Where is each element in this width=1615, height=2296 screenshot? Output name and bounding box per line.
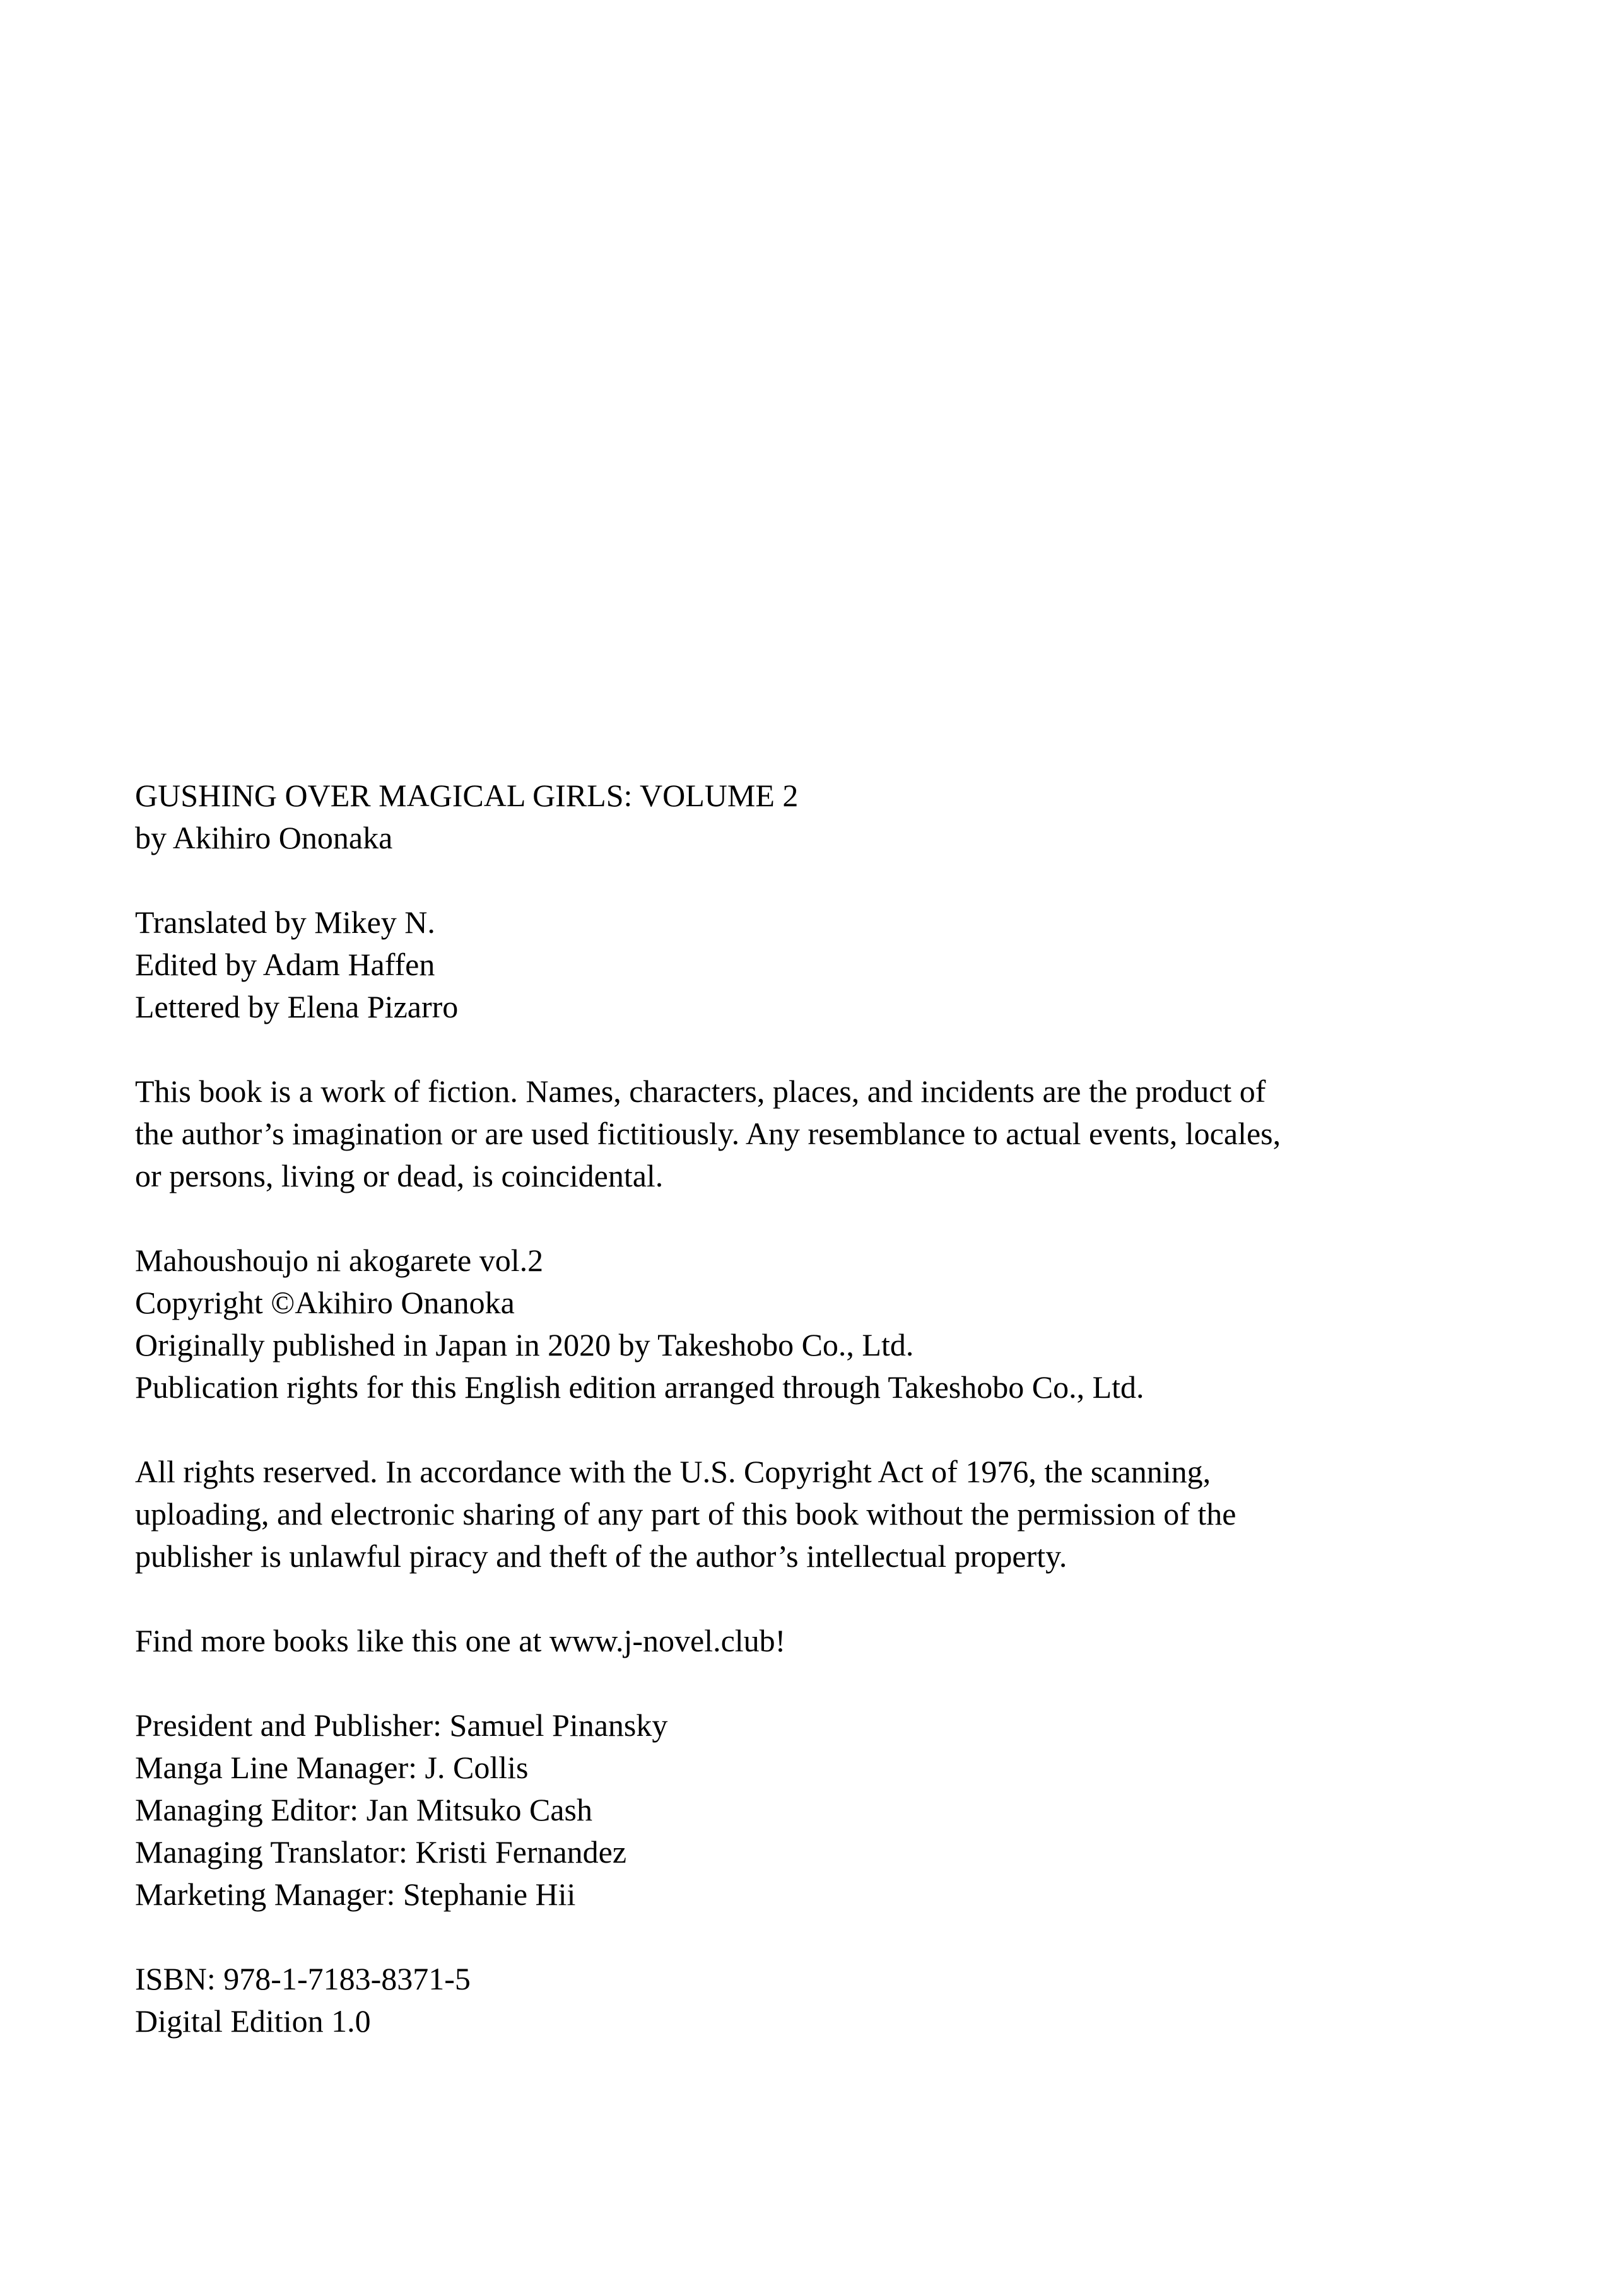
staff-credits [135,1704,1573,1916]
title-block [135,775,1573,859]
promo-line: Find more books like this one at www.j-novel.club! [135,1623,786,1658]
president-credit: President and Publisher: Samuel Pinansky [135,1707,668,1743]
byline: by Akihiro Ononaka [135,820,393,855]
original-title-line: Mahoushoujo ni akogarete vol.2 [135,1243,544,1278]
letterer-credit: Lettered by Elena Pizarro [135,989,459,1024]
promo-block [135,1620,1573,1662]
disclaimer-line: the author’s imagination or are used fictitiously. Any resemblance to actual events, locales, [135,1116,1281,1151]
copyright-line: Copyright ©Akihiro Onanoka [135,1285,515,1320]
rights-line: publisher is unlawful piracy and theft of the author’s intellectual property. [135,1538,1067,1574]
book-title: GUSHING OVER MAGICAL GIRLS: VOLUME 2 [135,778,799,813]
marketing-manager-credit: Marketing Manager: Stephanie Hii [135,1877,576,1912]
translator-credit: Translated by Mikey N. [135,905,435,940]
edition-line: Digital Edition 1.0 [135,2003,371,2039]
disclaimer-line: This book is a work of fiction. Names, characters, places, and incidents are the product of [135,1074,1266,1109]
original-publication-line: Originally published in Japan in 2020 by Takeshobo Co., Ltd. [135,1327,914,1362]
localization-credits [135,901,1573,1028]
rights-reserved-notice [135,1451,1573,1578]
edition-block [135,1958,1573,2042]
publication-rights-line: Publication rights for this English edition arranged through Takeshobo Co., Ltd. [135,1369,1144,1405]
managing-editor-credit: Managing Editor: Jan Mitsuko Cash [135,1792,592,1827]
isbn-line: ISBN: 978-1-7183-8371-5 [135,1961,471,1996]
copyright-notice [135,1239,1573,1409]
rights-line: uploading, and electronic sharing of any part of this book without the permission of the [135,1496,1236,1532]
fiction-disclaimer [135,1070,1573,1197]
editor-credit: Edited by Adam Haffen [135,947,435,982]
rights-line: All rights reserved. In accordance with the U.S. Copyright Act of 1976, the scanning, [135,1454,1211,1489]
colophon-text-block [135,775,1573,2042]
managing-translator-credit: Managing Translator: Kristi Fernandez [135,1834,627,1870]
manga-line-manager-credit: Manga Line Manager: J. Collis [135,1750,529,1785]
disclaimer-line: or persons, living or dead, is coincidental. [135,1158,664,1193]
